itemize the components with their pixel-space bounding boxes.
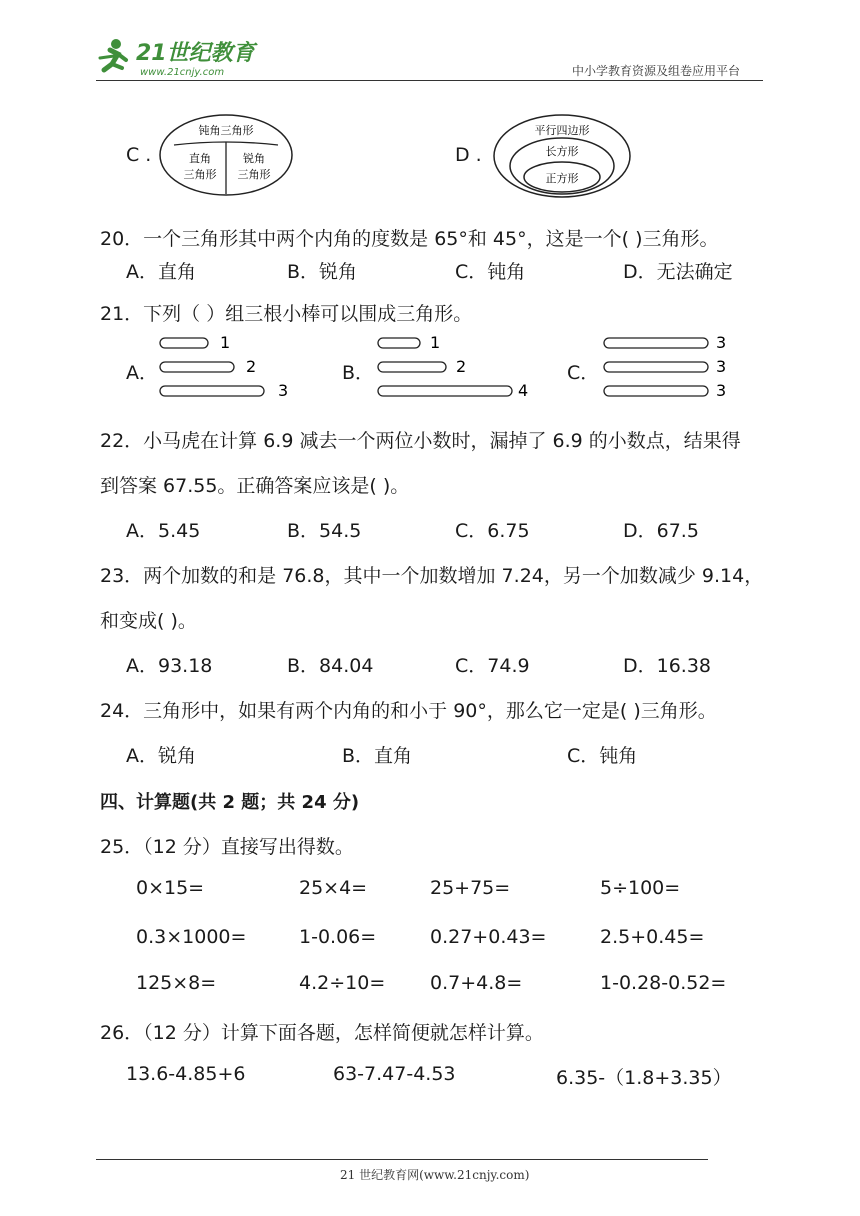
q19-option-c-diagram — [156, 112, 296, 198]
q24-option-c: C．钝角 — [567, 745, 638, 767]
header-rule — [96, 80, 763, 81]
footer-text: 21 世纪教育网(www.21cnjy.com) — [340, 1168, 530, 1182]
calc-item: 1-0.06= — [299, 926, 377, 948]
q21-text: 21．下列（ ）组三根小棒可以围成三角形。 — [100, 303, 473, 325]
logo-url: www.21cnjy.com — [140, 67, 225, 78]
stick-b2-length: 2 — [456, 357, 467, 376]
q21-option-a-sticks — [158, 334, 298, 402]
q19c-left-label-1: 直角 — [189, 152, 211, 165]
q21-option-b-label: B． — [342, 362, 375, 384]
calc-item: 0.3×1000= — [136, 926, 247, 948]
q24-text: 24．三角形中，如果有两个内角的和小于 90°，那么它一定是( )三角形。 — [100, 700, 717, 722]
q19c-top-label: 钝角三角形 — [198, 124, 254, 137]
section-4-title: 四、计算题(共 2 题；共 24 分) — [100, 792, 360, 813]
stick-c3-length: 3 — [716, 381, 727, 400]
q19c-right-label-1: 锐角 — [243, 152, 265, 165]
q22-option-d: D．67.5 — [623, 520, 699, 542]
stick-c1-length: 3 — [716, 334, 727, 352]
stick-a2-length: 2 — [246, 357, 257, 376]
calc-expression: 6.35-（1.8+3.35） — [556, 1067, 732, 1089]
header-platform-text: 中小学教育资源及组卷应用平台 — [572, 64, 741, 78]
q21-option-b-sticks — [376, 334, 536, 402]
calc-item: 0.7+4.8= — [430, 972, 523, 994]
footer-rule — [96, 1159, 708, 1160]
stick-a3-length: 3 — [278, 381, 289, 400]
logo-text: 21世纪教育 — [136, 41, 255, 66]
site-logo — [96, 34, 266, 80]
calc-item: 25×4= — [299, 877, 368, 899]
calc-item: 4.2÷10= — [299, 972, 386, 994]
q26-text: 26．（12 分）计算下面各题，怎样简便就怎样计算。 — [100, 1022, 544, 1044]
q20-option-a: A．直角 — [126, 261, 196, 283]
stick-a1-length: 1 — [220, 334, 231, 352]
stick-b1-length: 1 — [430, 334, 441, 352]
q19c-left-label-2: 三角形 — [183, 168, 217, 181]
calc-item: 1-0.28-0.52= — [600, 972, 727, 994]
q20-text: 20．一个三角形其中两个内角的度数是 65°和 45°，这是一个( )三角形。 — [100, 228, 719, 250]
q22-text-line1: 22．小马虎在计算 6.9 减去一个两位小数时，漏掉了 6.9 的小数点，结果得 — [100, 430, 741, 452]
q19d-middle-label: 长方形 — [545, 145, 579, 158]
q19-option-d-diagram — [490, 112, 635, 200]
runner-icon — [100, 39, 126, 70]
q22-option-b: B．54.5 — [287, 520, 362, 542]
q24-option-a: A．锐角 — [126, 745, 196, 767]
q21-option-a-label: A． — [126, 362, 158, 384]
q23-option-d: D．16.38 — [623, 655, 712, 677]
q19d-inner-label: 正方形 — [545, 172, 579, 185]
stick-c2-length: 3 — [716, 357, 727, 376]
calc-expression: 13.6-4.85+6 — [126, 1063, 246, 1085]
q22-option-a: A．5.45 — [126, 520, 201, 542]
stick-b3-length: 4 — [518, 381, 529, 400]
q23-text-line1: 23．两个加数的和是 76.8，其中一个加数增加 7.24，另一个加数减少 9.14， — [100, 565, 764, 587]
q23-text-line2: 和变成( )。 — [100, 610, 197, 632]
q20-option-d: D．无法确定 — [623, 261, 733, 283]
q25-text: 25．（12 分）直接写出得数。 — [100, 836, 354, 858]
calc-item: 5÷100= — [600, 877, 681, 899]
q19-option-c-label: C . — [126, 144, 152, 166]
q19c-right-label-2: 三角形 — [237, 168, 271, 181]
calc-item: 0×15= — [136, 877, 205, 899]
calc-item: 0.27+0.43= — [430, 926, 547, 948]
calc-expression: 63-7.47-4.53 — [333, 1063, 456, 1085]
q23-option-b: B．84.04 — [287, 655, 374, 677]
q22-text-line2: 到答案 67.55。正确答案应该是( )。 — [100, 475, 410, 497]
q21-option-c-sticks — [602, 334, 737, 402]
q23-option-c: C．74.9 — [455, 655, 530, 677]
q23-option-a: A．93.18 — [126, 655, 213, 677]
q24-option-b: B．直角 — [342, 745, 413, 767]
calc-item: 2.5+0.45= — [600, 926, 705, 948]
calc-item: 125×8= — [136, 972, 217, 994]
q19-option-d-label: D . — [455, 144, 482, 166]
q19d-outer-label: 平行四边形 — [534, 124, 590, 137]
calc-item: 25+75= — [430, 877, 511, 899]
q22-option-c: C．6.75 — [455, 520, 530, 542]
q20-option-c: C．钝角 — [455, 261, 526, 283]
q21-option-c-label: C． — [567, 362, 600, 384]
q20-option-b: B．锐角 — [287, 261, 358, 283]
